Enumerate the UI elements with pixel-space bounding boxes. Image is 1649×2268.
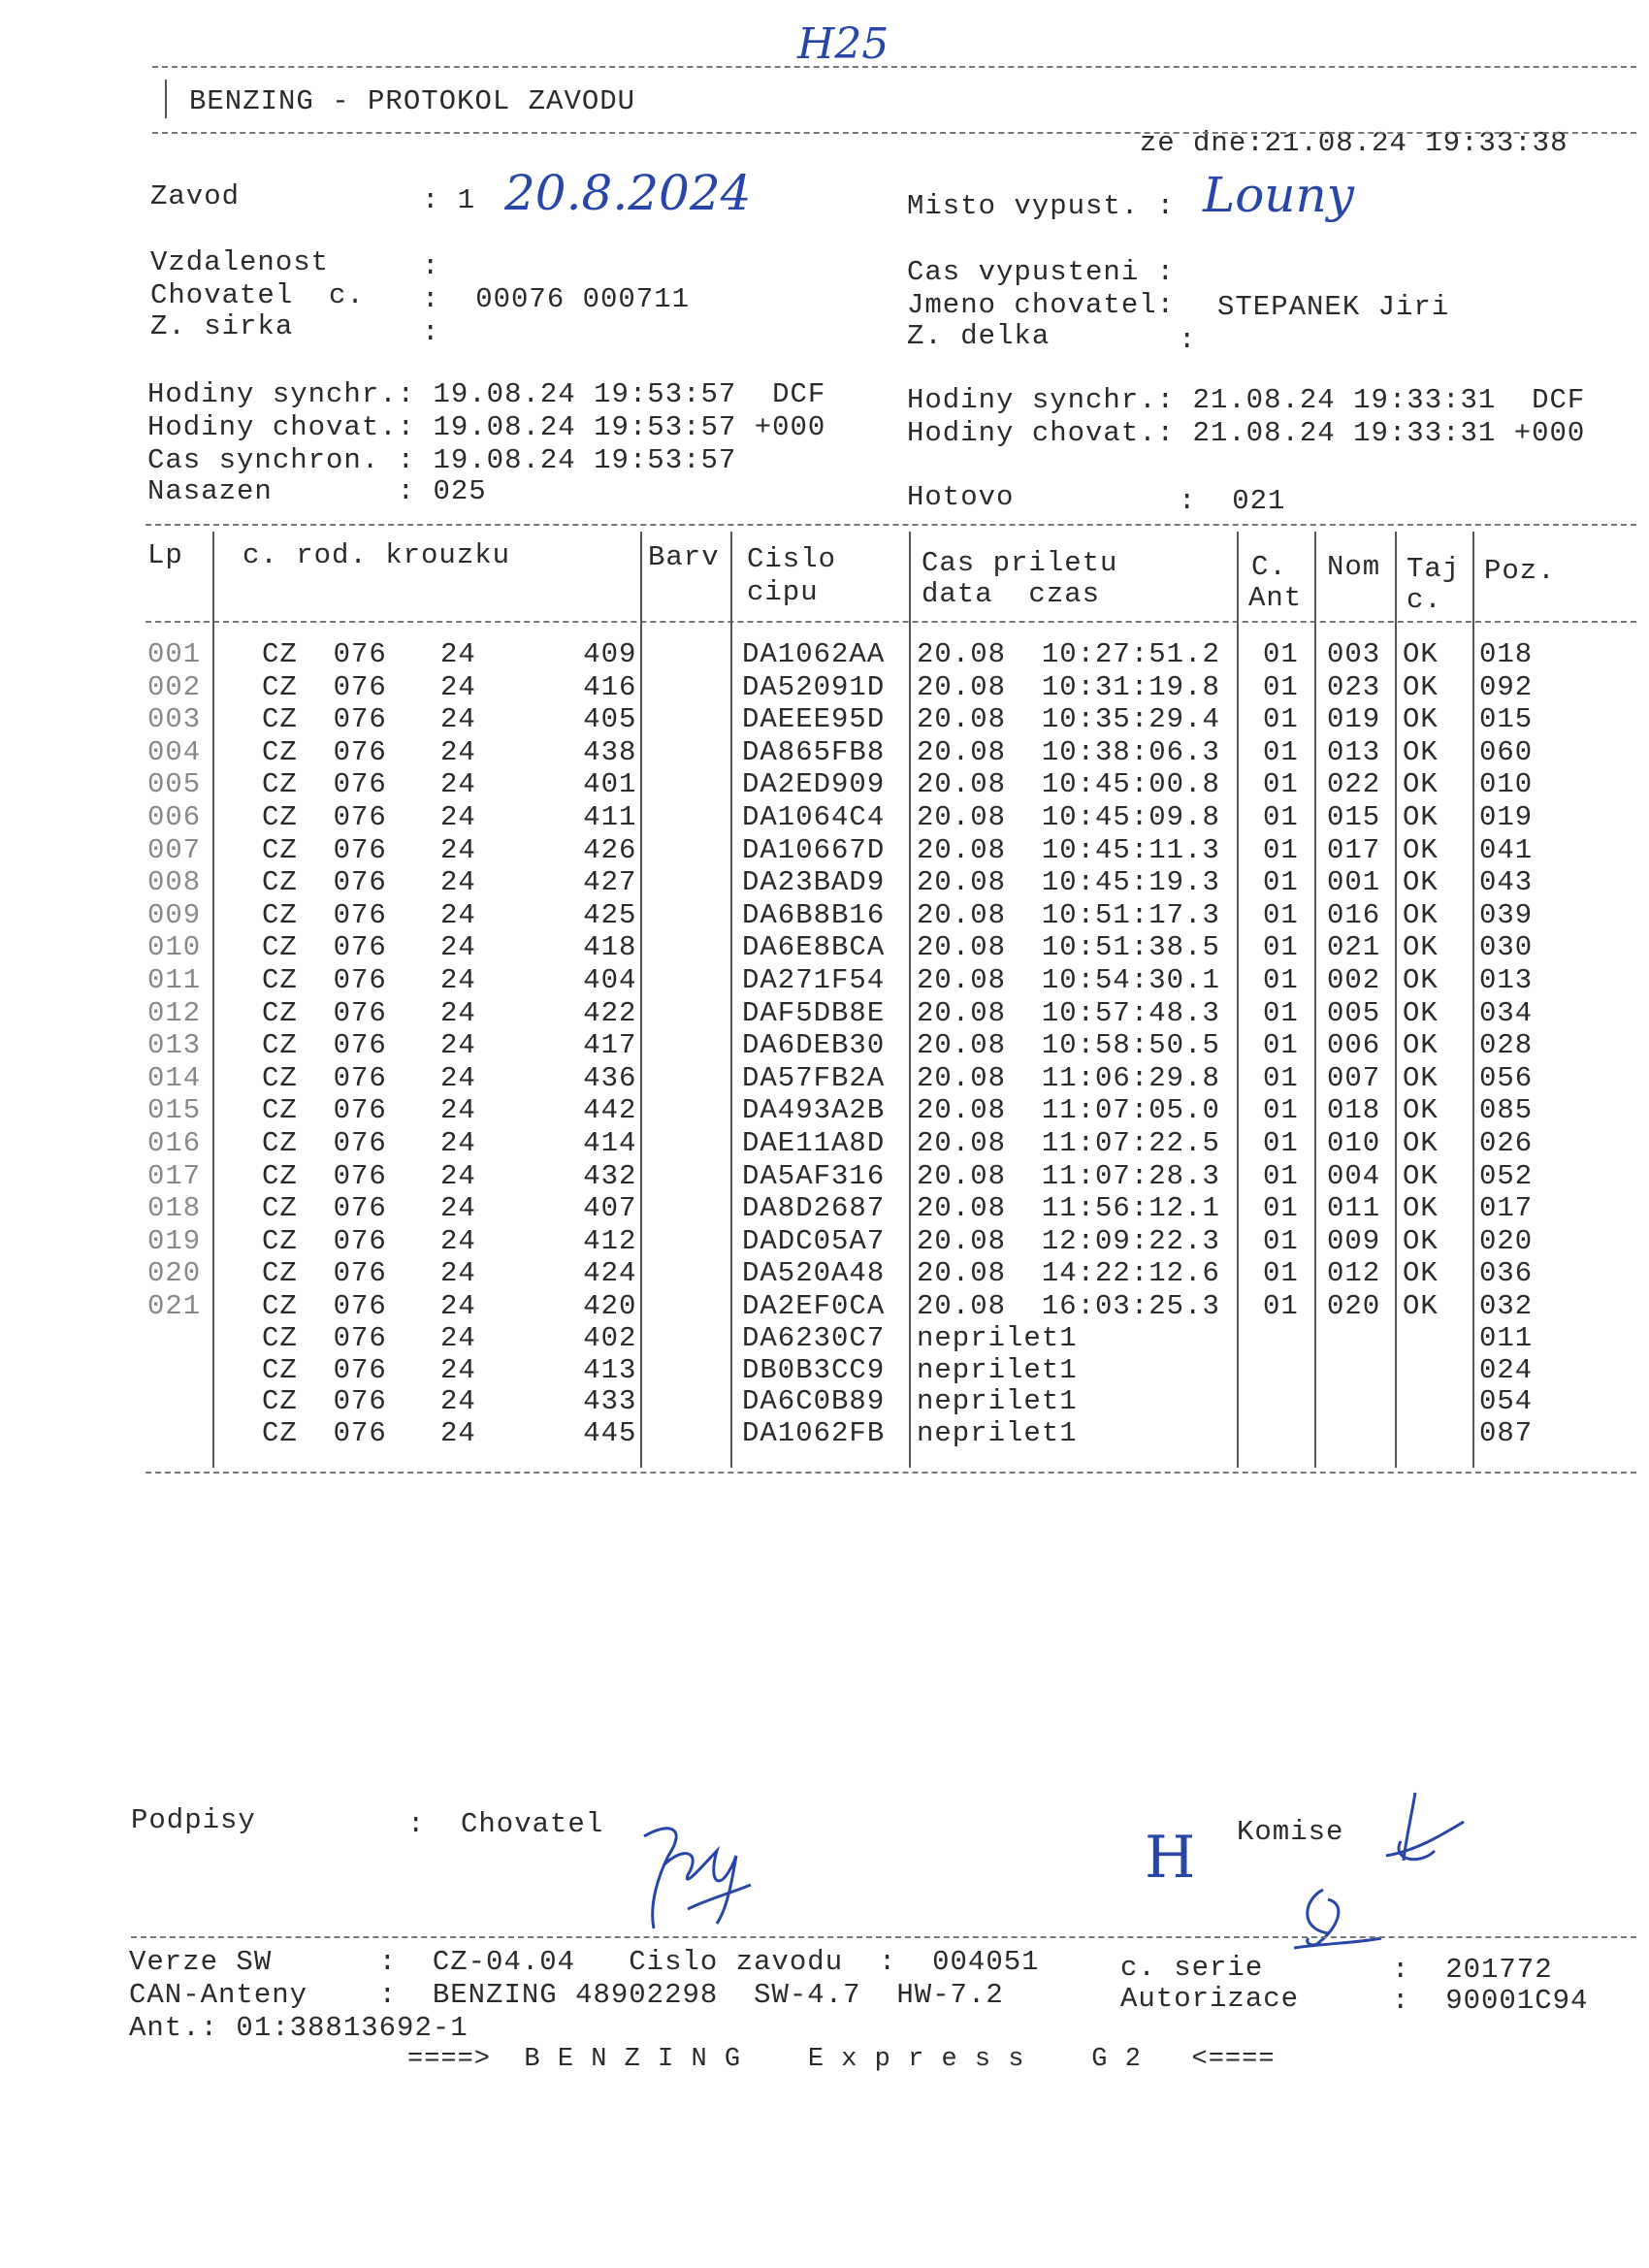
cell-chip: DA271F54 <box>742 964 886 996</box>
table-row <box>0 736 1649 769</box>
header-chip-2: cipu <box>747 576 819 608</box>
sync-label: Hodiny synchr.: <box>907 384 1176 416</box>
cell-time: neprilet1 <box>917 1321 1078 1354</box>
cell-lp: 019 <box>147 1224 202 1257</box>
cell-nom: 005 <box>1327 996 1381 1029</box>
cell-lp: 005 <box>147 768 202 801</box>
cell-taj: OK <box>1403 996 1439 1029</box>
handwritten-corner-mark: H25 <box>797 19 889 69</box>
table-row <box>0 964 1649 997</box>
cell-time: neprilet1 <box>917 1417 1078 1450</box>
cell-poz: 041 <box>1479 833 1534 866</box>
cell-nom: 018 <box>1327 1094 1381 1127</box>
cell-lp: 016 <box>147 1127 202 1159</box>
col-line-lp <box>212 532 214 1468</box>
cell-nom: 020 <box>1327 1290 1381 1322</box>
cell-taj: OK <box>1403 801 1439 833</box>
cell-poz: 028 <box>1479 1029 1534 1062</box>
cell-chip: DA2EF0CA <box>742 1290 886 1322</box>
cell-ring: CZ 076 24 425 <box>262 898 637 931</box>
table-row <box>0 1290 1649 1323</box>
cell-chip: DA6C0B89 <box>742 1385 886 1418</box>
cell-chip: DA57FB2A <box>742 1061 886 1094</box>
col-line-taj <box>1472 532 1474 1468</box>
cell-nom: 019 <box>1327 703 1381 736</box>
table-row <box>0 1062 1649 1095</box>
cell-nom: 003 <box>1327 638 1381 670</box>
sync-label: Nasazen : <box>147 475 416 507</box>
cell-ant: 01 <box>1263 703 1299 736</box>
cell-chip: DA10667D <box>742 833 886 866</box>
cell-nom: 022 <box>1327 768 1381 801</box>
cell-chip: DAE11A8D <box>742 1127 886 1159</box>
footer-line3: Ant.: 01:38813692-1 <box>129 2012 469 2044</box>
cell-taj: OK <box>1403 1257 1439 1290</box>
cell-ring: CZ 076 24 432 <box>262 1159 637 1192</box>
cell-lp: 014 <box>147 1061 202 1094</box>
cell-chip: DA52091D <box>742 670 886 703</box>
cell-ring: CZ 076 24 436 <box>262 1061 637 1094</box>
sync-value: 19.08.24 19:53:57 <box>433 444 737 476</box>
cell-nom: 004 <box>1327 1159 1381 1192</box>
cell-poz: 026 <box>1479 1127 1534 1159</box>
cell-ring: CZ 076 24 409 <box>262 638 637 670</box>
cell-ring: CZ 076 24 424 <box>262 1257 637 1290</box>
cell-taj: OK <box>1403 638 1439 670</box>
cell-chip: DA2ED909 <box>742 768 886 801</box>
cell-taj: OK <box>1403 1159 1439 1192</box>
cell-taj: OK <box>1403 735 1439 768</box>
cell-time: 20.08 10:51:17.3 <box>917 898 1220 931</box>
podpisy-colon: : <box>407 1808 426 1840</box>
cell-poz: 087 <box>1479 1417 1534 1450</box>
cell-poz: 043 <box>1479 866 1534 899</box>
cell-poz: 039 <box>1479 898 1534 931</box>
cell-chip: DAF5DB8E <box>742 996 886 1029</box>
col-line-ant <box>1314 532 1316 1468</box>
zdelka-label: Z. delka <box>907 320 1051 352</box>
cell-nom: 023 <box>1327 670 1381 703</box>
cell-poz: 092 <box>1479 670 1534 703</box>
col-line-ring <box>640 532 642 1468</box>
handwritten-date: 20.8.2024 <box>504 165 752 221</box>
cell-ant: 01 <box>1263 866 1299 899</box>
cell-ant: 01 <box>1263 638 1299 670</box>
cell-ring: CZ 076 24 416 <box>262 670 637 703</box>
col-line-time <box>1237 532 1239 1468</box>
sync-value: 19.08.24 19:53:57 <box>433 378 737 410</box>
cell-ant: 01 <box>1263 964 1299 996</box>
sync-label: Hodiny chovat.: <box>907 417 1176 449</box>
handwritten-initial: H <box>1145 1824 1196 1892</box>
header-nom: Nom <box>1327 551 1381 583</box>
cell-time: neprilet1 <box>917 1353 1078 1386</box>
cell-time: 20.08 11:07:28.3 <box>917 1159 1220 1192</box>
cell-lp: 021 <box>147 1290 202 1322</box>
table-row <box>0 834 1649 867</box>
cell-time: 20.08 10:45:00.8 <box>917 768 1220 801</box>
cell-time: neprilet1 <box>917 1385 1078 1418</box>
chovatel-label: Chovatel c. <box>150 279 365 311</box>
header-taj-1: Taj <box>1406 553 1461 585</box>
table-row <box>0 997 1649 1030</box>
cell-time: 20.08 10:54:30.1 <box>917 964 1220 996</box>
table-row <box>0 1385 1649 1418</box>
cell-poz: 052 <box>1479 1159 1534 1192</box>
table-row <box>0 1322 1649 1355</box>
sync-value: 21.08.24 19:33:31 <box>1192 417 1497 449</box>
cell-ant: 01 <box>1263 1257 1299 1290</box>
cell-taj: OK <box>1403 866 1439 899</box>
zsirka-value: : <box>422 316 440 348</box>
cell-lp: 015 <box>147 1094 202 1127</box>
commission-signature <box>1251 1766 1483 1962</box>
cell-time: 20.08 11:06:29.8 <box>917 1061 1220 1094</box>
footer-serie-label: c. serie <box>1120 1952 1264 1984</box>
sync-right-2 <box>907 417 1585 449</box>
cell-time: 20.08 10:45:09.8 <box>917 801 1220 833</box>
footer-line1: Verze SW : CZ-04.04 Cislo zavodu : 004051 <box>129 1946 1040 1978</box>
protocol-title: BENZING - PROTOKOL ZAVODU <box>189 85 636 117</box>
cell-taj: OK <box>1403 833 1439 866</box>
header-poz: Poz. <box>1484 555 1556 587</box>
header-ring: c. rod. krouzku <box>242 539 511 571</box>
cell-chip: DA1062FB <box>742 1417 886 1450</box>
cell-ant: 01 <box>1263 1290 1299 1322</box>
cell-nom: 010 <box>1327 1127 1381 1159</box>
sync-right <box>0 0 1649 582</box>
cell-ant: 01 <box>1263 898 1299 931</box>
sync-label: Cas synchron. : <box>147 444 416 476</box>
cell-chip: DA5AF316 <box>742 1159 886 1192</box>
cell-ring: CZ 076 24 420 <box>262 1290 637 1322</box>
cell-ant: 01 <box>1263 801 1299 833</box>
komise-label: Komise <box>1237 1816 1344 1848</box>
cell-time: 20.08 16:03:25.3 <box>917 1290 1220 1322</box>
cell-ant: 01 <box>1263 670 1299 703</box>
cell-nom: 011 <box>1327 1192 1381 1225</box>
table-header-rule <box>146 621 1636 623</box>
chovatel-value: : 00076 000711 <box>422 283 691 315</box>
sync-right-1 <box>907 384 1585 416</box>
cell-lp: 006 <box>147 801 202 833</box>
cell-lp: 001 <box>147 638 202 670</box>
cell-lp: 018 <box>147 1192 202 1225</box>
cell-chip: DADC05A7 <box>742 1224 886 1257</box>
cell-ant: 01 <box>1263 996 1299 1029</box>
cell-nom: 021 <box>1327 931 1381 964</box>
protocol-date-value: 21.08.24 19:33:38 <box>1264 127 1568 159</box>
vzdalenost-label: Vzdalenost <box>150 246 330 278</box>
cell-poz: 030 <box>1479 931 1534 964</box>
cell-chip: DA1062AA <box>742 638 886 670</box>
cell-nom: 002 <box>1327 964 1381 996</box>
table-row <box>0 703 1649 736</box>
cell-ring: CZ 076 24 445 <box>262 1417 637 1450</box>
cell-ant: 01 <box>1263 1029 1299 1062</box>
cell-time: 20.08 10:57:48.3 <box>917 996 1220 1029</box>
table-row <box>0 866 1649 899</box>
zavod-value: : 1 <box>422 184 476 216</box>
cell-nom: 015 <box>1327 801 1381 833</box>
cell-nom: 001 <box>1327 866 1381 899</box>
cell-poz: 019 <box>1479 801 1534 833</box>
cell-nom: 016 <box>1327 898 1381 931</box>
cell-ring: CZ 076 24 418 <box>262 931 637 964</box>
cell-poz: 018 <box>1479 638 1534 670</box>
cell-nom: 006 <box>1327 1029 1381 1062</box>
handwritten-place: Louny <box>1203 167 1354 223</box>
cell-chip: DA1064C4 <box>742 801 886 833</box>
cell-chip: DAEEE95D <box>742 703 886 736</box>
cell-lp: 009 <box>147 898 202 931</box>
breeder-signature <box>611 1799 765 1948</box>
cell-nom: 009 <box>1327 1224 1381 1257</box>
table-row <box>0 1029 1649 1062</box>
cell-ant: 01 <box>1263 1127 1299 1159</box>
header-taj-2: c. <box>1406 584 1442 616</box>
cell-ant: 01 <box>1263 1094 1299 1127</box>
header-time-1: Cas priletu <box>922 547 1118 579</box>
cell-ring: CZ 076 24 401 <box>262 768 637 801</box>
footer-serie-value: : 201772 <box>1392 1954 1553 1986</box>
cell-lp: 004 <box>147 735 202 768</box>
cell-poz: 054 <box>1479 1385 1534 1418</box>
table-row <box>0 931 1649 964</box>
table-row <box>0 638 1649 671</box>
cell-time: 20.08 10:45:11.3 <box>917 833 1220 866</box>
cell-lp: 017 <box>147 1159 202 1192</box>
cell-lp: 008 <box>147 866 202 899</box>
jmeno-label: Jmeno chovatel: <box>907 289 1176 321</box>
cell-chip: DA493A2B <box>742 1094 886 1127</box>
cell-ring: CZ 076 24 412 <box>262 1224 637 1257</box>
cell-ring: CZ 076 24 414 <box>262 1127 637 1159</box>
sync-extra: +000 <box>1513 417 1586 449</box>
table-row <box>0 1257 1649 1290</box>
cell-poz: 060 <box>1479 735 1534 768</box>
table-row <box>0 1127 1649 1160</box>
cell-chip: DA6230C7 <box>742 1321 886 1354</box>
footer-autorizace-label: Autorizace <box>1120 1983 1300 2015</box>
cell-ring: CZ 076 24 417 <box>262 1029 637 1062</box>
cell-chip: DA8D2687 <box>742 1192 886 1225</box>
header-chip-1: Cislo <box>747 543 837 575</box>
cell-lp: 013 <box>147 1029 202 1062</box>
header-ant-2: Ant <box>1248 582 1303 614</box>
chovatel-sign-label: Chovatel <box>461 1808 604 1840</box>
zdelka-value: : <box>1179 324 1197 356</box>
cell-ring: CZ 076 24 422 <box>262 996 637 1029</box>
cell-lp: 011 <box>147 964 202 996</box>
cell-ant: 01 <box>1263 931 1299 964</box>
cell-time: 20.08 10:38:06.3 <box>917 735 1220 768</box>
table-row <box>0 671 1649 704</box>
sync-value: 025 <box>433 475 487 507</box>
cell-poz: 013 <box>1479 964 1534 996</box>
cell-poz: 015 <box>1479 703 1534 736</box>
header-ant-1: C. <box>1251 551 1287 583</box>
sync-value: 19.08.24 19:53:57 <box>433 411 737 443</box>
table-row <box>0 1192 1649 1225</box>
cell-time: 20.08 11:07:05.0 <box>917 1094 1220 1127</box>
table-row <box>0 1225 1649 1258</box>
cell-time: 20.08 10:31:19.8 <box>917 670 1220 703</box>
cell-ring: CZ 076 24 402 <box>262 1321 637 1354</box>
cell-ant: 01 <box>1263 1061 1299 1094</box>
header-barv: Barv <box>648 541 720 573</box>
table-row <box>0 768 1649 801</box>
cell-poz: 036 <box>1479 1257 1534 1290</box>
cell-lp: 003 <box>147 703 202 736</box>
cell-lp: 020 <box>147 1257 202 1290</box>
table-row <box>0 1160 1649 1193</box>
cell-taj: OK <box>1403 1192 1439 1225</box>
sync-extra: DCF <box>1532 384 1586 416</box>
cell-lp: 010 <box>147 931 202 964</box>
cell-chip: DA6E8BCA <box>742 931 886 964</box>
protocol-date-label: ze dne: <box>1139 127 1265 159</box>
cell-taj: OK <box>1403 1094 1439 1127</box>
footer-brand: ====> B E N Z I N G E x p r e s s G 2 <==== <box>407 2045 1276 2074</box>
cell-poz: 010 <box>1479 768 1534 801</box>
cell-poz: 024 <box>1479 1353 1534 1386</box>
footer-rule <box>131 1936 1636 1938</box>
cell-time: 20.08 10:51:38.5 <box>917 931 1220 964</box>
table-row <box>0 1417 1649 1450</box>
cell-poz: 056 <box>1479 1061 1534 1094</box>
cas-vypusteni-label: Cas vypusteni : <box>907 256 1176 288</box>
jmeno-value: STEPANEK Jiri <box>1217 291 1450 323</box>
cell-taj: OK <box>1403 1224 1439 1257</box>
cell-ant: 01 <box>1263 1192 1299 1225</box>
cell-taj: OK <box>1403 898 1439 931</box>
col-line-chip <box>909 532 911 1468</box>
cell-time: 20.08 14:22:12.6 <box>917 1257 1220 1290</box>
col-line-barv <box>730 532 732 1468</box>
cell-chip: DA6B8B16 <box>742 898 886 931</box>
cell-time: 20.08 10:45:19.3 <box>917 866 1220 899</box>
table-row <box>0 1094 1649 1127</box>
podpisy-label: Podpisy <box>131 1804 256 1836</box>
hotovo-value: : 021 <box>1179 485 1286 517</box>
cell-lp: 012 <box>147 996 202 1029</box>
cell-nom: 017 <box>1327 833 1381 866</box>
zsirka-label: Z. sirka <box>150 310 294 342</box>
cell-poz: 085 <box>1479 1094 1534 1127</box>
hotovo-label: Hotovo <box>907 481 1015 513</box>
cell-chip: DA865FB8 <box>742 735 886 768</box>
cell-taj: OK <box>1403 1290 1439 1322</box>
cell-ring: CZ 076 24 438 <box>262 735 637 768</box>
cell-ring: CZ 076 24 413 <box>262 1353 637 1386</box>
cell-taj: OK <box>1403 964 1439 996</box>
cell-ant: 01 <box>1263 1159 1299 1192</box>
misto-label: Misto vypust. : <box>907 190 1176 222</box>
cell-time: 20.08 11:56:12.1 <box>917 1192 1220 1225</box>
cell-taj: OK <box>1403 670 1439 703</box>
zavod-label: Zavod <box>150 180 241 212</box>
sync-value: 21.08.24 19:33:31 <box>1192 384 1497 416</box>
cell-time: 20.08 12:09:22.3 <box>917 1224 1220 1257</box>
cell-poz: 017 <box>1479 1192 1534 1225</box>
sync-extra: DCF <box>772 378 826 410</box>
cell-ring: CZ 076 24 427 <box>262 866 637 899</box>
header-lp: Lp <box>147 539 183 571</box>
cell-poz: 011 <box>1479 1321 1534 1354</box>
sync-extra: +000 <box>754 411 826 443</box>
cell-ring: CZ 076 24 442 <box>262 1094 637 1127</box>
cell-poz: 032 <box>1479 1290 1534 1322</box>
cell-nom: 012 <box>1327 1257 1381 1290</box>
sync-label: Hodiny synchr.: <box>147 378 416 410</box>
cell-time: 20.08 11:07:22.5 <box>917 1127 1220 1159</box>
cell-lp: 007 <box>147 833 202 866</box>
cell-ring: CZ 076 24 426 <box>262 833 637 866</box>
cell-lp: 002 <box>147 670 202 703</box>
cell-nom: 007 <box>1327 1061 1381 1094</box>
footer-line2: CAN-Anteny : BENZING 48902298 SW-4.7 HW-7.2 <box>129 1979 1004 2011</box>
table-bottom-rule <box>146 1472 1636 1474</box>
sync-label: Hodiny chovat.: <box>147 411 416 443</box>
cell-taj: OK <box>1403 1029 1439 1062</box>
header-time-2: data czas <box>922 578 1101 610</box>
cell-chip: DB0B3CC9 <box>742 1353 886 1386</box>
cell-ant: 01 <box>1263 735 1299 768</box>
cell-time: 20.08 10:35:29.4 <box>917 703 1220 736</box>
cell-poz: 034 <box>1479 996 1534 1029</box>
col-line-nom <box>1395 532 1397 1468</box>
footer-autorizace-value: : 90001C94 <box>1392 1985 1589 2017</box>
cell-taj: OK <box>1403 1127 1439 1159</box>
table-row <box>0 899 1649 932</box>
cell-ring: CZ 076 24 433 <box>262 1385 637 1418</box>
cell-ring: CZ 076 24 407 <box>262 1192 637 1225</box>
table-row <box>0 801 1649 834</box>
cell-time: 20.08 10:58:50.5 <box>917 1029 1220 1062</box>
cell-chip: DA520A48 <box>742 1257 886 1290</box>
cell-nom: 013 <box>1327 735 1381 768</box>
cell-taj: OK <box>1403 703 1439 736</box>
cell-chip: DA23BAD9 <box>742 866 886 899</box>
cell-taj: OK <box>1403 1061 1439 1094</box>
cell-ant: 01 <box>1263 833 1299 866</box>
cell-ring: CZ 076 24 404 <box>262 964 637 996</box>
table-row <box>0 1354 1649 1387</box>
cell-ant: 01 <box>1263 1224 1299 1257</box>
cell-ring: CZ 076 24 411 <box>262 801 637 833</box>
cell-time: 20.08 10:27:51.2 <box>917 638 1220 670</box>
cell-taj: OK <box>1403 768 1439 801</box>
cell-taj: OK <box>1403 931 1439 964</box>
vzdalenost-value: : <box>422 250 440 282</box>
cell-ant: 01 <box>1263 768 1299 801</box>
cell-chip: DA6DEB30 <box>742 1029 886 1062</box>
cell-ring: CZ 076 24 405 <box>262 703 637 736</box>
cell-poz: 020 <box>1479 1224 1534 1257</box>
